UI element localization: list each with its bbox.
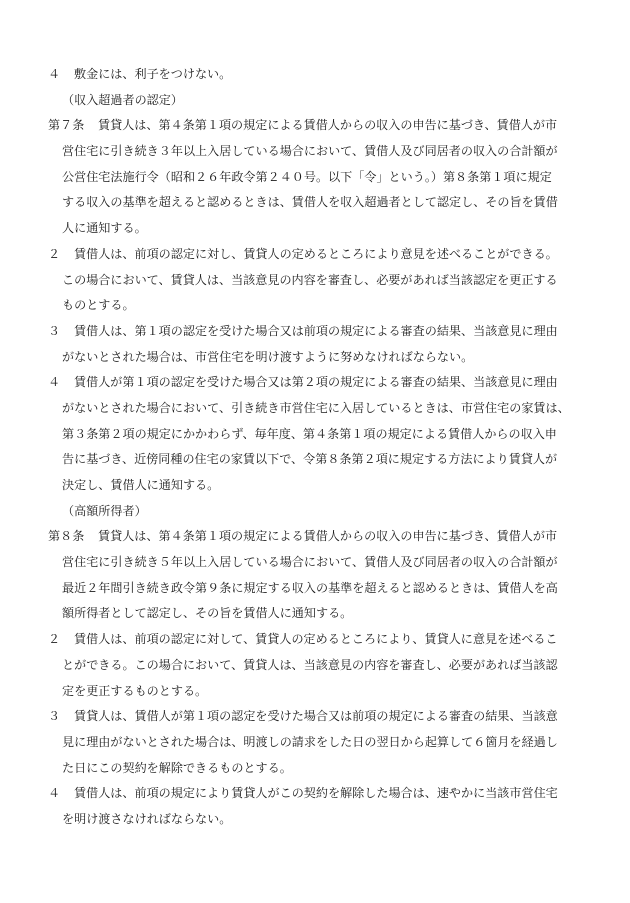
paragraph-number: ４ <box>48 67 61 81</box>
paragraph-number: ２ <box>48 246 61 261</box>
line-text: 賃借人は、前項の認定に対して、賃貸人の定めるところにより、賃貸人に意見を述べるこ <box>74 632 558 647</box>
continuation-line: がないとされた場合において、引き続き市営住宅に入居しているときは、市営住宅の家賃は、 <box>62 400 570 415</box>
line-text: 賃貸人は、第４条第１項の規定による賃借人からの収入の申告に基づき、賃借人が市 <box>98 529 558 544</box>
continuation-line: 見に理由がないとされた場合は、明渡しの請求をした日の翌日から起算して６箇月を経過し <box>62 734 558 749</box>
paragraph-number: ４ <box>48 786 61 801</box>
continuation-line: 人に通知する。 <box>62 221 147 236</box>
continuation-line: 額所得者として認定し、その旨を賃借人に通知する。 <box>62 606 353 621</box>
continuation-line: とができる。この場合において、賃貸人は、当該意見の内容を審査し、必要があれば当該認 <box>62 657 558 672</box>
paragraph-number: ２ <box>48 632 61 647</box>
article-first-line <box>0 113 630 139</box>
continuation-line: 最近２年間引き続き政令第９条に規定する収入の基準を超えると認めるときは、賃借人を高 <box>62 580 558 595</box>
paragraph-first-line <box>0 242 630 268</box>
continuation-line: 第３条第２項の規定にかかわらず、毎年度、第４条第１項の規定による賃借人からの収入申 <box>62 426 557 441</box>
continuation-line: この場合において、賃貸人は、当該意見の内容を審査し、必要があれば当該認定を更正する <box>62 272 558 287</box>
article-number: 第８条 <box>48 529 85 544</box>
continuation-line: 告に基づき、近傍同種の住宅の家賃以下で、令第８条第２項に規定する方法により賃貸人が <box>62 452 558 467</box>
continuation-line: 営住宅に引き続き３年以上入居している場合において、賃借人及び同居者の収入の合計額が <box>62 144 558 159</box>
line-text: 賃借人は、前項の認定に対し、賃貸人の定めるところにより意見を述べることができる。 <box>74 246 558 261</box>
continuation-line: 公営住宅法施行令（昭和２６年政令第２４０号。以下「令」という。）第８条第１項に規定 <box>62 169 552 184</box>
paragraph-number: ３ <box>48 709 61 724</box>
line-text: 賃借人は、第１項の認定を受けた場合又は前項の規定による審査の結果、当該意見に理由 <box>74 323 558 338</box>
document-page <box>0 62 630 833</box>
continuation-line: する収入の基準を超えると認めるときは、賃借人を収入超過者として認定し、その旨を賃借 <box>62 195 558 210</box>
continuation-line: 定を更正するものとする。 <box>62 683 208 698</box>
continuation-line: 決定し、賃借人に通知する。 <box>62 478 220 492</box>
article-heading: （高額所得者） <box>62 503 147 518</box>
continuation-line: を明け渡さなければならない。 <box>62 811 232 826</box>
continuation-line: がないとされた場合は、市営住宅を明け渡すように努めなければならない。 <box>62 349 474 364</box>
paragraph-first-line <box>0 627 630 653</box>
paragraph-first-line <box>0 704 630 730</box>
article-heading: （収入超過者の認定） <box>62 92 183 107</box>
article-number: 第７条 <box>48 118 85 133</box>
line-text: 敷金には、利子をつけない。 <box>74 67 232 81</box>
line-text: 賃貸人は、賃借人が第１項の認定を受けた場合又は前項の規定による審査の結果、当該意 <box>74 709 558 724</box>
paragraph-first-line <box>0 62 630 88</box>
paragraph-first-line <box>0 319 630 345</box>
continuation-line: 営住宅に引き続き５年以上入居している場合において、賃借人及び同居者の収入の合計額が <box>62 555 558 570</box>
paragraph-first-line <box>0 781 630 807</box>
line-text: 賃貸人は、第４条第１項の規定による賃借人からの収入の申告に基づき、賃借人が市 <box>98 118 558 133</box>
paragraph-number: ４ <box>48 375 61 390</box>
paragraph-number: ３ <box>48 323 61 338</box>
paragraph-first-line <box>0 370 630 396</box>
line-text: 賃借人が第１項の認定を受けた場合又は第２項の規定による審査の結果、当該意見に理由 <box>74 375 558 390</box>
article-first-line <box>0 524 630 550</box>
continuation-line: た日にこの契約を解除できるものとする。 <box>62 760 292 775</box>
continuation-line: ものとする。 <box>62 298 135 313</box>
line-text: 賃借人は、前項の規定により賃貸人がこの契約を解除した場合は、速やかに当該市営住宅 <box>74 786 558 801</box>
